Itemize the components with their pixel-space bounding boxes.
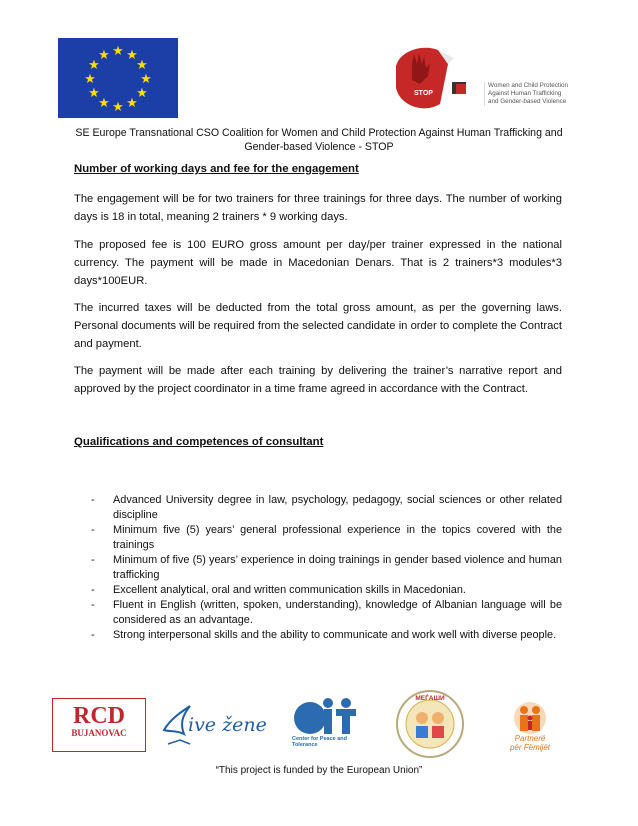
svg-text:★: ★: [126, 48, 138, 63]
svg-text:★: ★: [88, 58, 100, 73]
cpt-logo: [290, 696, 362, 752]
bullet-dash: -: [91, 554, 95, 566]
list-item-text: Minimum five (5) years’ general professional experience in the topics covered with the trainings: [113, 524, 562, 551]
cpt-logo-subtext: Center for Peace and Tolerance: [292, 736, 348, 748]
list-item-text: Minimum of five (5) years’ experience in doing trainings in gender based violence and human trafficking: [113, 554, 562, 581]
megjashi-logo-text: МЕЃАШИ: [415, 695, 445, 702]
paragraph-fee: The proposed fee is 100 EURO gross amount per day/per trainer expressed in the national currency. The payment will be made in Macedonian Denars. That is 2 trainers*3 modules*3 days*100EUR.: [74, 239, 562, 287]
megjashi-logo: [394, 688, 466, 760]
coalition-title: SE Europe Transnational CSO Coalition for Women and Child Protection Against Human Trafficking and Gender-based Violence - STOP: [75, 127, 563, 153]
svg-text:★: ★: [112, 44, 124, 59]
list-item-text: Excellent analytical, oral and written communication skills in Macedonian.: [113, 584, 466, 596]
paragraph-taxes: The incurred taxes will be deducted from the total gross amount, as per the governing laws. Personal documents will be required from the selected candidate in order to complete the Contract and payment.: [74, 302, 562, 350]
tagline-line: Women and Child Protection: [488, 82, 569, 89]
rcd-logo-text: RCD: [73, 703, 125, 729]
tagline-line: and Gender-based Violence: [488, 98, 567, 105]
svg-text:★: ★: [84, 72, 96, 87]
eu-flag-logo: [58, 38, 178, 118]
svg-text:★: ★: [98, 96, 110, 111]
stop-logo-text: STOP: [414, 90, 433, 97]
list-item: [74, 583, 562, 598]
zivi-zene-logo: [160, 700, 278, 750]
coalition-tagline: [484, 82, 608, 106]
list-item-text: Advanced University degree in law, psychology, pedagogy, social sciences or other related discipline: [113, 494, 562, 521]
svg-text:★: ★: [112, 100, 124, 115]
bullet-dash: -: [91, 599, 95, 611]
zivi-zene-text: ive žene: [188, 714, 267, 736]
eu-stars-icon: [58, 38, 178, 118]
rcd-bujanovac-logo: [52, 698, 146, 752]
qualifications-list: [74, 493, 562, 643]
bullet-dash: -: [91, 494, 95, 506]
svg-text:★: ★: [88, 86, 100, 101]
list-item: [74, 493, 562, 523]
svg-text:★: ★: [136, 58, 148, 73]
bullet-dash: -: [91, 584, 95, 596]
partnere-line: për Fëmijët: [509, 743, 550, 752]
tagline-line: Against Human Trafficking: [488, 90, 562, 97]
list-item: [74, 523, 562, 553]
family-icon: [498, 700, 562, 734]
svg-text:★: ★: [98, 48, 110, 63]
svg-text:★: ★: [136, 86, 148, 101]
bullet-dash: -: [91, 629, 95, 641]
list-item-text: Strong interpersonal skills and the ability to communicate and work well with diverse people.: [113, 629, 557, 641]
funding-note: “This project is funded by the European Union”: [215, 765, 423, 776]
partnere-line: Partnerë: [514, 734, 546, 743]
list-item: [74, 628, 562, 643]
rcd-logo-subtext: BUJANOVAC: [71, 728, 127, 738]
paragraph-payment: The payment will be made after each training by delivering the trainer’s narrative report and approved by the project coordinator in a time frame agreed in accordance with the Contract.: [74, 365, 562, 395]
list-item: [74, 598, 562, 628]
bullet-dash: -: [91, 524, 95, 536]
section-heading-fee: Number of working days and fee for the engagement: [74, 163, 359, 175]
partnere-per-femijet-logo: [498, 700, 562, 756]
stop-coalition-logo: [390, 44, 478, 114]
cpt-logo-text: [290, 696, 291, 697]
svg-text:★: ★: [140, 72, 152, 87]
cpt-figures-icon: [290, 696, 362, 736]
paragraph-engagement: The engagement will be for two trainers for three trainings for three days. The number of working days is 18 in total, meaning 2 trainers * 9 working days.: [74, 193, 562, 223]
list-item: [74, 553, 562, 583]
section-heading-qualifications: Qualifications and competences of consultant: [74, 436, 324, 448]
partnere-logo-text: [498, 734, 562, 752]
list-item-text: Fluent in English (written, spoken, understanding), knowledge of Albanian language will be considered as an advantage.: [113, 599, 562, 626]
svg-text:★: ★: [126, 96, 138, 111]
